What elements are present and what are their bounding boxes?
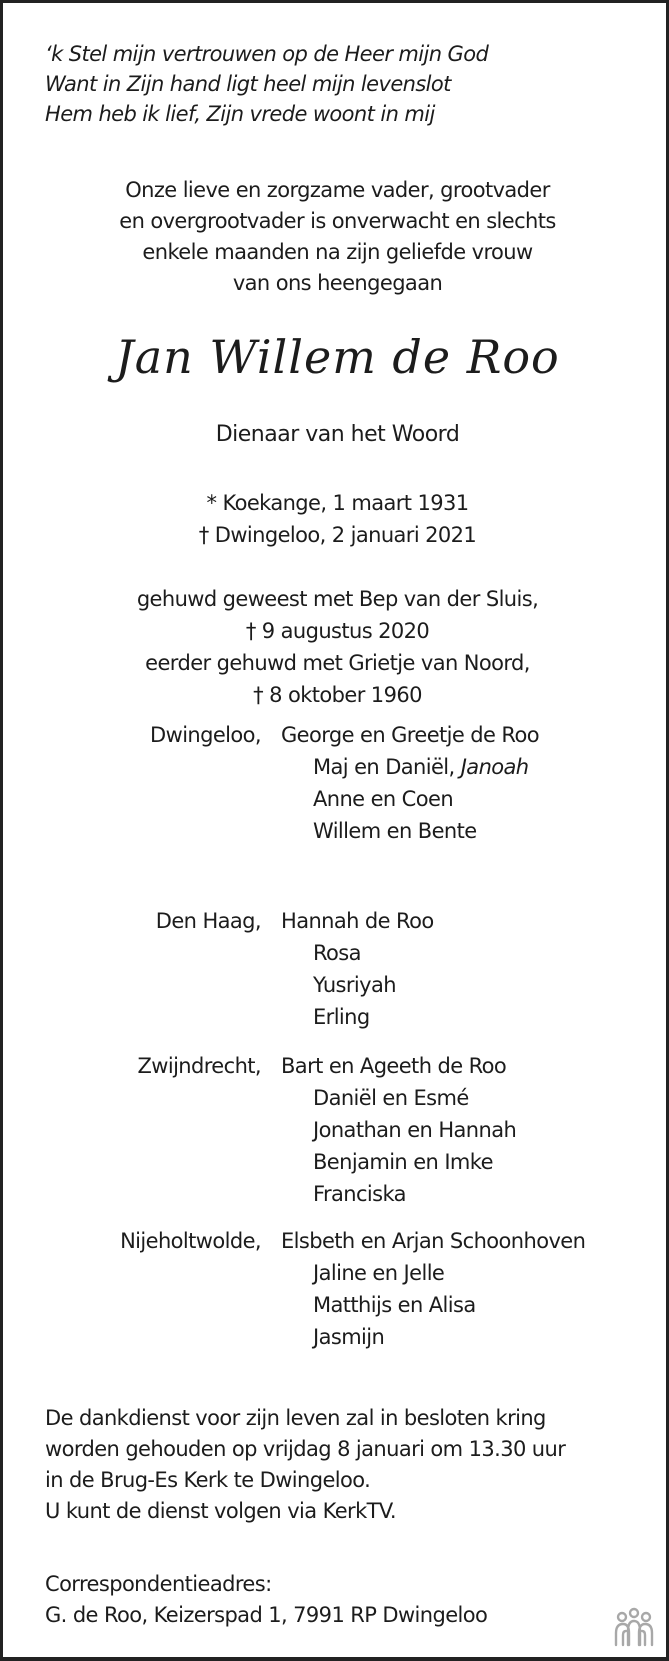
marriage-line: † 9 augustus 2020 bbox=[245, 619, 430, 643]
child-line: Franciska bbox=[313, 1182, 406, 1206]
family-head: George en Greetje de Roo bbox=[281, 723, 539, 747]
poem-line: Hem heb ik lief, Zijn vrede woont in mij bbox=[45, 102, 435, 126]
address-value: G. de Roo, Keizerspad 1, 7991 RP Dwingeloo bbox=[45, 1603, 488, 1627]
child-line: Maj en Daniël, Janoah bbox=[313, 755, 529, 779]
family-children bbox=[313, 1257, 476, 1353]
poem bbox=[45, 39, 488, 129]
family-place: Zwijndrecht, bbox=[137, 1054, 261, 1078]
death-line: † Dwingeloo, 2 januari 2021 bbox=[198, 523, 477, 547]
service-line: in de Brug-Es Kerk te Dwingeloo. bbox=[45, 1468, 371, 1492]
marriage-line: † 8 oktober 1960 bbox=[253, 683, 422, 707]
family-place: Dwingeloo, bbox=[150, 723, 261, 747]
child-line: Rosa bbox=[313, 941, 361, 965]
birth-line: * Koekange, 1 maart 1931 bbox=[206, 491, 469, 515]
correspondence-address bbox=[45, 1569, 487, 1631]
intro-line: en overgrootvader is onverwacht en slechts bbox=[119, 209, 556, 233]
family-place: Nijeholtwolde, bbox=[120, 1229, 261, 1253]
service-line: U kunt de dienst volgen via KerkTV. bbox=[45, 1499, 397, 1523]
poem-line: Want in Zijn hand ligt heel mijn levenslot bbox=[45, 72, 451, 96]
family-place: Den Haag, bbox=[155, 909, 261, 933]
family-head: Elsbeth en Arjan Schoonhoven bbox=[281, 1229, 586, 1253]
child-line: Benjamin en Imke bbox=[313, 1150, 493, 1174]
address-label: Correspondentieadres: bbox=[45, 1572, 272, 1596]
intro-line: van ons heengegaan bbox=[232, 271, 443, 295]
intro-line: Onze lieve en zorgzame vader, grootvader bbox=[125, 178, 550, 202]
service-line: worden gehouden op vrijdag 8 januari om 13.30 uur bbox=[45, 1437, 566, 1461]
child-line: Matthijs en Alisa bbox=[313, 1293, 476, 1317]
marriage-line: eerder gehuwd met Grietje van Noord, bbox=[145, 651, 530, 675]
deceased-name: Jan Willem de Roo bbox=[115, 330, 560, 384]
intro-text bbox=[3, 175, 669, 299]
child-line: Jonathan en Hannah bbox=[313, 1118, 517, 1142]
intro-line: enkele maanden na zijn geliefde vrouw bbox=[142, 240, 533, 264]
family-children bbox=[313, 751, 529, 847]
family-people-icon bbox=[614, 1607, 654, 1647]
child-line: Willem en Bente bbox=[313, 819, 477, 843]
poem-line: ‘k Stel mijn vertrouwen op de Heer mijn God bbox=[45, 42, 489, 66]
child-line: Erling bbox=[313, 1005, 370, 1029]
family-head: Hannah de Roo bbox=[281, 909, 434, 933]
child-line: Jasmijn bbox=[313, 1325, 385, 1349]
family-children bbox=[313, 937, 396, 1033]
child-line: Daniël en Esmé bbox=[313, 1086, 469, 1110]
marriage-line: gehuwd geweest met Bep van der Sluis, bbox=[136, 587, 539, 611]
marriage-info bbox=[3, 583, 669, 711]
family-head: Bart en Ageeth de Roo bbox=[281, 1054, 507, 1078]
family-children bbox=[313, 1082, 516, 1210]
service-line: De dankdienst voor zijn leven zal in besloten kring bbox=[45, 1406, 546, 1430]
service-info bbox=[45, 1403, 565, 1527]
child-line: Jaline en Jelle bbox=[313, 1261, 445, 1285]
deceased-title: Dienaar van het Woord bbox=[215, 422, 460, 447]
child-line: Anne en Coen bbox=[313, 787, 454, 811]
child-line: Yusriyah bbox=[313, 973, 396, 997]
great-grandchild: Janoah bbox=[460, 755, 529, 779]
life-dates bbox=[3, 487, 669, 551]
